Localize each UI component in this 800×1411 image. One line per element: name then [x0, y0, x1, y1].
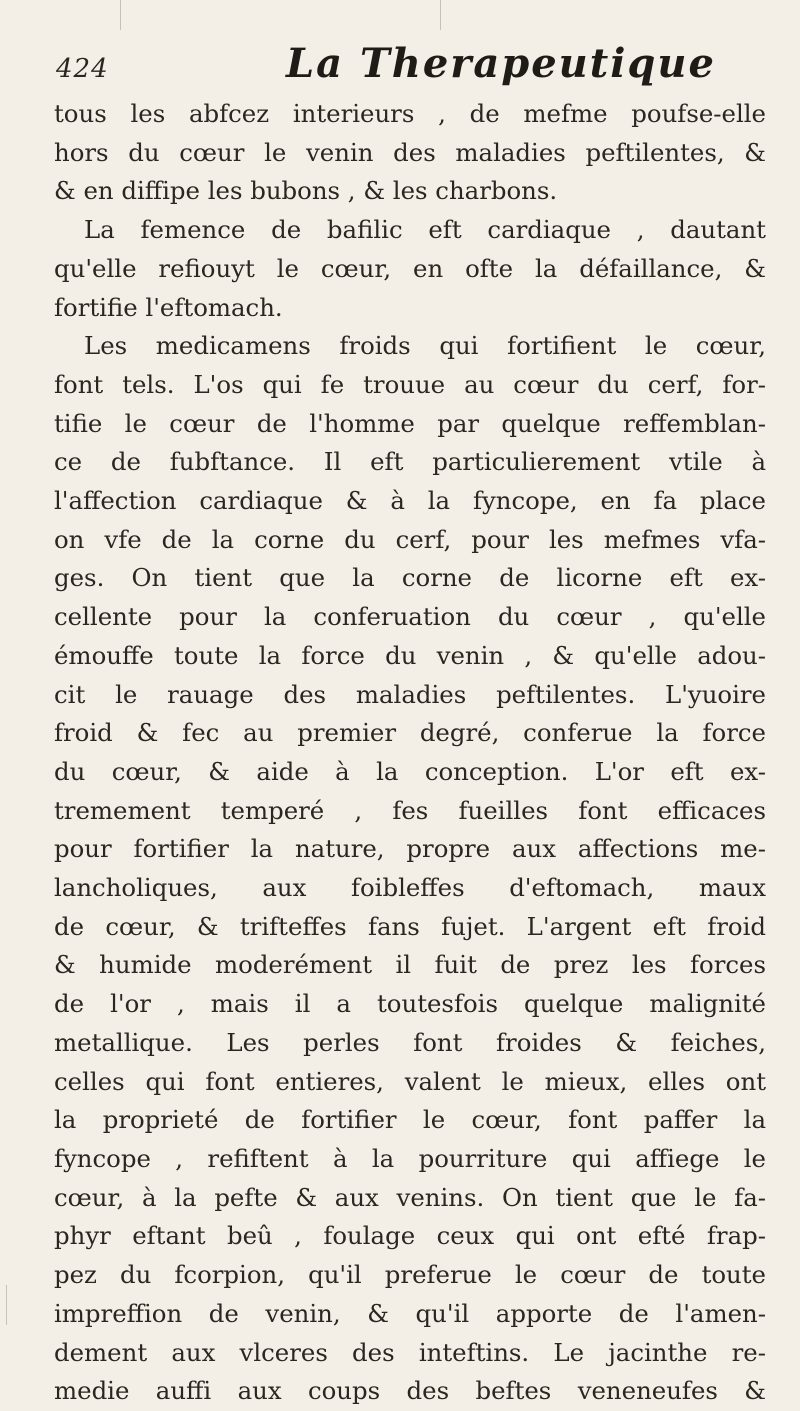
- text-line: on vfe de la corne du cerf, pour les mefmes vfa-: [54, 524, 766, 554]
- text-line: La femence de bafilic eft cardiaque , dautant: [84, 215, 766, 245]
- page-header: [54, 40, 766, 87]
- scan-edge-mark: [440, 0, 441, 30]
- text-line: cit le rauage des maladies peftilentes. L'yuoire: [54, 679, 766, 709]
- text-line: cœur, à la pefte & aux venins. On tient que le fa-: [54, 1182, 766, 1212]
- text-line: Les medicamens froids qui fortifient le cœur,: [84, 331, 766, 361]
- text-line: pour fortifier la nature, propre aux affections me-: [54, 834, 766, 864]
- text-line: de l'or , mais il a toutesfois quelque malignité: [54, 989, 766, 1019]
- running-title: La Therapeutique: [286, 40, 716, 87]
- text-line: impreffion de venin, & qu'il apporte de l'amen-: [54, 1298, 766, 1328]
- text-line: tous les abfcez interieurs , de mefme poufse-elle: [54, 99, 766, 128]
- text-line: qu'elle refiouyt le cœur, en ofte la défaillance, &: [54, 253, 766, 283]
- text-line: cellente pour la conferuation du cœur , qu'elle: [54, 602, 766, 632]
- text-line: tremement temperé , fes fueilles font efficaces: [54, 795, 766, 825]
- text-line: de cœur, & trifteffes fans fujet. L'argent eft froid: [54, 911, 766, 941]
- text-line: l'affection cardiaque & à la fyncope, en fa place: [54, 486, 766, 516]
- text-line: & humide moderément il fuit de prez les forces: [54, 950, 766, 980]
- text-line: & en diffipe les bubons , & les charbons.: [54, 176, 558, 206]
- text-line: dement aux vlceres des inteftins. Le jacinthe re-: [54, 1337, 766, 1367]
- text-line: medie auffi aux coups des beftes veneneufes &: [54, 1376, 766, 1406]
- text-line: froid & fec au premier degré, conferue la force: [54, 718, 766, 748]
- text-line: ce de fubftance. Il eft particulierement vtile à: [54, 447, 766, 477]
- text-line: la proprieté de fortifier le cœur, font paffer la: [54, 1105, 766, 1135]
- text-line: lancholiques, aux foibleffes d'eftomach, maux: [54, 873, 766, 903]
- scan-corner-mark: [6, 1285, 21, 1325]
- text-line: ges. On tient que la corne de licorne eft ex-: [54, 563, 766, 593]
- text-line: émouffe toute la force du venin , & qu'elle adou-: [54, 640, 766, 670]
- text-line: tifie le cœur de l'homme par quelque reffemblan-: [54, 408, 766, 438]
- text-line: fortifie l'eftomach.: [54, 292, 283, 322]
- text-line: pez du fcorpion, qu'il preferue le cœur de toute: [54, 1260, 766, 1290]
- text-line: du cœur, & aide à la conception. L'or eft ex-: [54, 756, 766, 786]
- page-number: 424: [56, 54, 109, 84]
- scan-edge-mark: [120, 0, 121, 30]
- text-line: celles qui font entieres, valent le mieux, elles ont: [54, 1066, 766, 1096]
- text-line: phyr eftant beû , foulage ceux qui ont efté frap-: [54, 1221, 766, 1251]
- body-text: [54, 95, 766, 1411]
- text-line: metallique. Les perles font froides & feiches,: [54, 1027, 766, 1057]
- text-line: hors du cœur le venin des maladies peftilentes, &: [54, 137, 766, 167]
- text-line: font tels. L'os qui fe trouue au cœur du cerf, for-: [54, 369, 766, 399]
- text-line: fyncope , refiftent à la pourriture qui affiege le: [54, 1143, 766, 1173]
